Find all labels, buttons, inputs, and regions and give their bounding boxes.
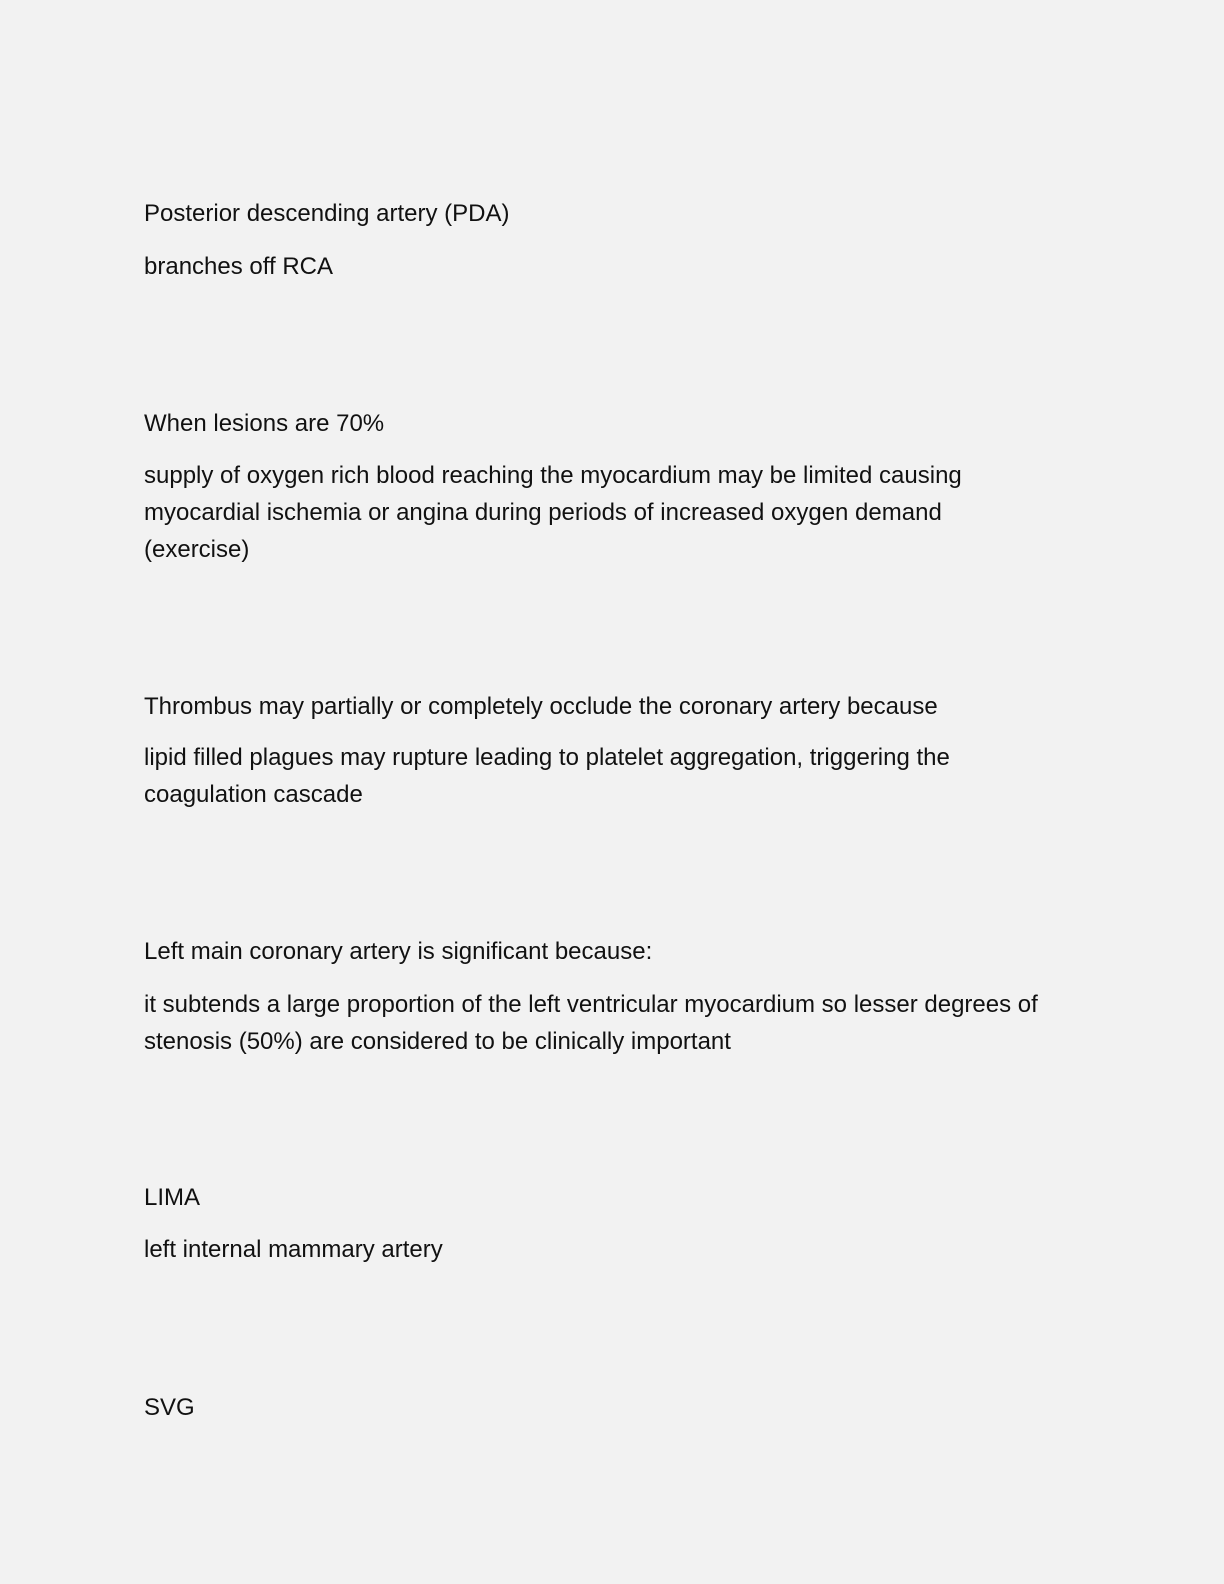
- card-5-term: LIMA: [144, 1184, 201, 1211]
- card-4-definition: it subtends a large proportion of the left ventricular myocardium so lesser degrees of stenosis (50%) are considered to be clinically important: [144, 991, 1045, 1055]
- card-3-definition: lipid filled plagues may rupture leading to platelet aggregation, triggering the coagulation cascade: [144, 744, 957, 808]
- card-2-term: When lesions are 70%: [144, 410, 385, 437]
- card-1-term: Posterior descending artery (PDA): [144, 200, 510, 227]
- card-4-term: Left main coronary artery is significant because:: [144, 938, 653, 965]
- card-6-term: SVG: [144, 1394, 195, 1421]
- card-3-term: Thrombus may partially or completely occlude the coronary artery because: [144, 693, 938, 720]
- card-1-definition: branches off RCA: [144, 253, 333, 280]
- card-2-definition: supply of oxygen rich blood reaching the myocardium may be limited causing myocardial ischemia or angina during periods of increased oxygen demand (exercise): [144, 462, 969, 563]
- card-5-definition: left internal mammary artery: [144, 1236, 443, 1263]
